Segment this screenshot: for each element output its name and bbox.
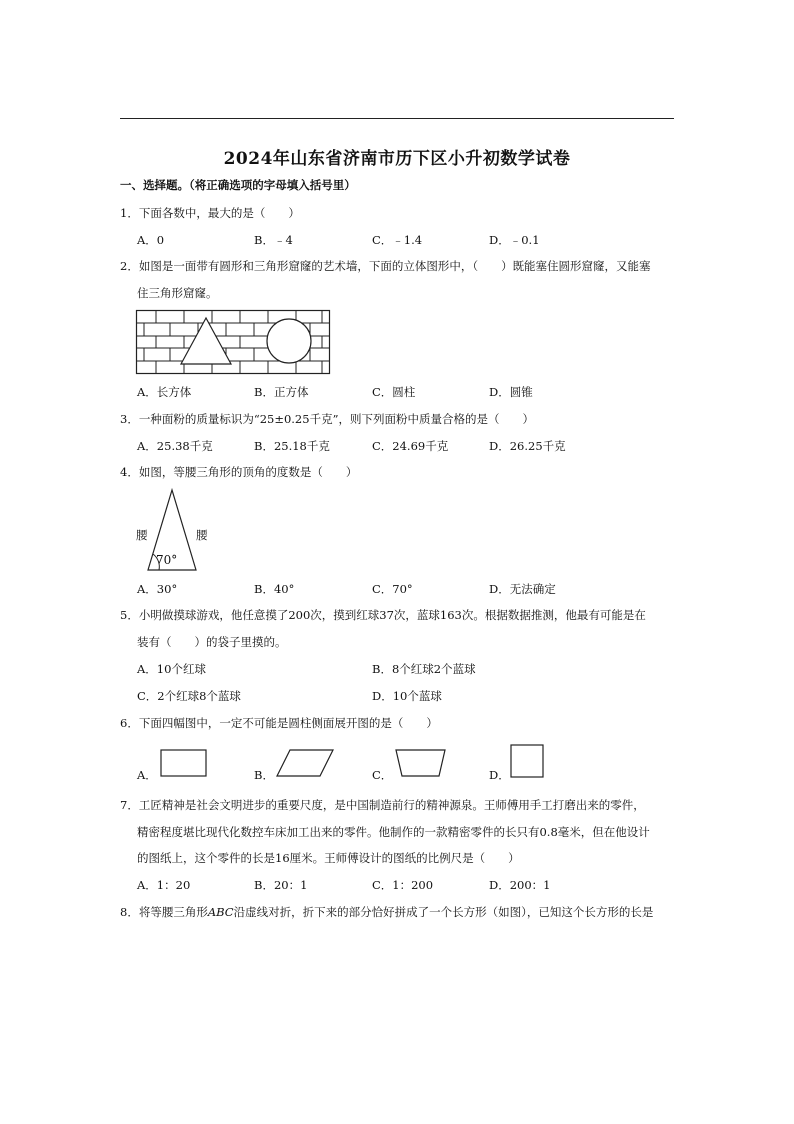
square-shape-icon xyxy=(510,744,546,780)
q4-option-c[interactable]: C．70° xyxy=(372,582,413,596)
q4-stem: 4．如图，等腰三角形的顶角的度数是（ ） xyxy=(120,465,358,479)
q5-option-b[interactable]: B．8个红球2个蓝球 xyxy=(372,662,476,676)
q1-option-d[interactable]: D．﹣0.1 xyxy=(489,233,540,247)
q7-option-c[interactable]: C．1：200 xyxy=(372,878,434,892)
q6-option-b[interactable]: B． xyxy=(254,768,274,782)
q3-option-d[interactable]: D．26.25千克 xyxy=(489,439,566,453)
q3-stem: 3．一种面粉的质量标识为“25±0.25千克”，则下列面粉中质量合格的是（ ） xyxy=(120,412,534,426)
q2-option-c[interactable]: C．圆柱 xyxy=(372,385,416,399)
q2-stem-line2: 住三角形窟窿。 xyxy=(137,286,218,300)
q6-stem: 6．下面四幅图中，一定不可能是圆柱侧面展开图的是（ ） xyxy=(120,716,438,730)
q7-option-d[interactable]: D．200：1 xyxy=(489,878,551,892)
q4-side-right: 腰 xyxy=(196,528,208,542)
q8-stem-pre: 8．将等腰三角形 xyxy=(120,905,208,919)
rectangle-shape-icon xyxy=(160,749,208,779)
q8-triangle-name: ABC xyxy=(207,905,234,919)
q3-option-c[interactable]: C．24.69千克 xyxy=(372,439,449,453)
q4-side-left: 腰 xyxy=(136,528,148,542)
q7-stem-line2: 精密程度堪比现代化数控车床加工出来的零件。他制作的一款精密零件的长只有0.8毫米，但在他设计 xyxy=(137,825,650,839)
q4-option-a[interactable]: A．30° xyxy=(137,582,178,596)
q2-option-b[interactable]: B．正方体 xyxy=(254,385,309,399)
page-title: 2024年山东省济南市历下区小升初数学试卷 xyxy=(223,149,571,169)
q6-option-d[interactable]: D． xyxy=(489,768,510,782)
brick-wall-figure xyxy=(136,310,330,374)
trapezoid-shape-icon xyxy=(395,749,447,779)
q1-option-a[interactable]: A．0 xyxy=(137,233,165,247)
q1-option-b[interactable]: B．﹣4 xyxy=(254,233,293,247)
q1-option-c[interactable]: C．﹣1.4 xyxy=(372,233,423,247)
q7-option-b[interactable]: B．20：1 xyxy=(254,878,308,892)
q4-angle-label: 70° xyxy=(156,553,178,567)
parallelogram-shape-icon xyxy=(276,749,336,779)
q2-stem-line1: 2．如图是一面带有圆形和三角形窟窿的艺术墙，下面的立体图形中，（ ）既能塞住圆形窟窿，又能塞 xyxy=(120,259,651,273)
q2-option-a[interactable]: A．长方体 xyxy=(137,385,192,399)
q4-option-d[interactable]: D．无法确定 xyxy=(489,582,556,596)
q5-stem-line1: 5．小明做摸球游戏，他任意摸了200次，摸到红球37次，蓝球163次。根据数据推测，他最有可能是在 xyxy=(120,608,646,622)
q5-option-c[interactable]: C．2个红球8个蓝球 xyxy=(137,689,241,703)
circle-hole xyxy=(267,319,311,363)
header-rule xyxy=(120,118,674,119)
q5-stem-line2: 装有（ ）的袋子里摸的。 xyxy=(137,635,287,649)
q6-option-c[interactable]: C． xyxy=(372,768,393,782)
section-heading: 一、选择题。（将正确选项的字母填入括号里） xyxy=(120,178,356,192)
q4-option-b[interactable]: B．40° xyxy=(254,582,295,596)
q5-option-d[interactable]: D．10个蓝球 xyxy=(372,689,442,703)
q2-option-d[interactable]: D．圆锥 xyxy=(489,385,533,399)
q7-stem-line3: 的图纸上，这个零件的长是16厘米。王师傅设计的图纸的比例尺是（ ） xyxy=(137,851,520,865)
q1-stem: 1．下面各数中，最大的是（ ） xyxy=(120,206,300,220)
q7-stem-line1: 7．工匠精神是社会文明进步的重要尺度，是中国制造前行的精神源泉。王师傅用手工打磨出来的零件， xyxy=(120,798,645,812)
q8-stem-post: 沿虚线对折，折下来的部分恰好拼成了一个长方形（如图），已知这个长方形的长是 xyxy=(233,905,654,919)
q3-option-a[interactable]: A．25.38千克 xyxy=(137,439,213,453)
q7-option-a[interactable]: A．1：20 xyxy=(137,878,191,892)
q3-option-b[interactable]: B．25.18千克 xyxy=(254,439,330,453)
q6-option-a[interactable]: A． xyxy=(137,768,157,782)
q8-stem xyxy=(120,904,653,920)
q5-option-a[interactable]: A．10个红球 xyxy=(137,662,206,676)
